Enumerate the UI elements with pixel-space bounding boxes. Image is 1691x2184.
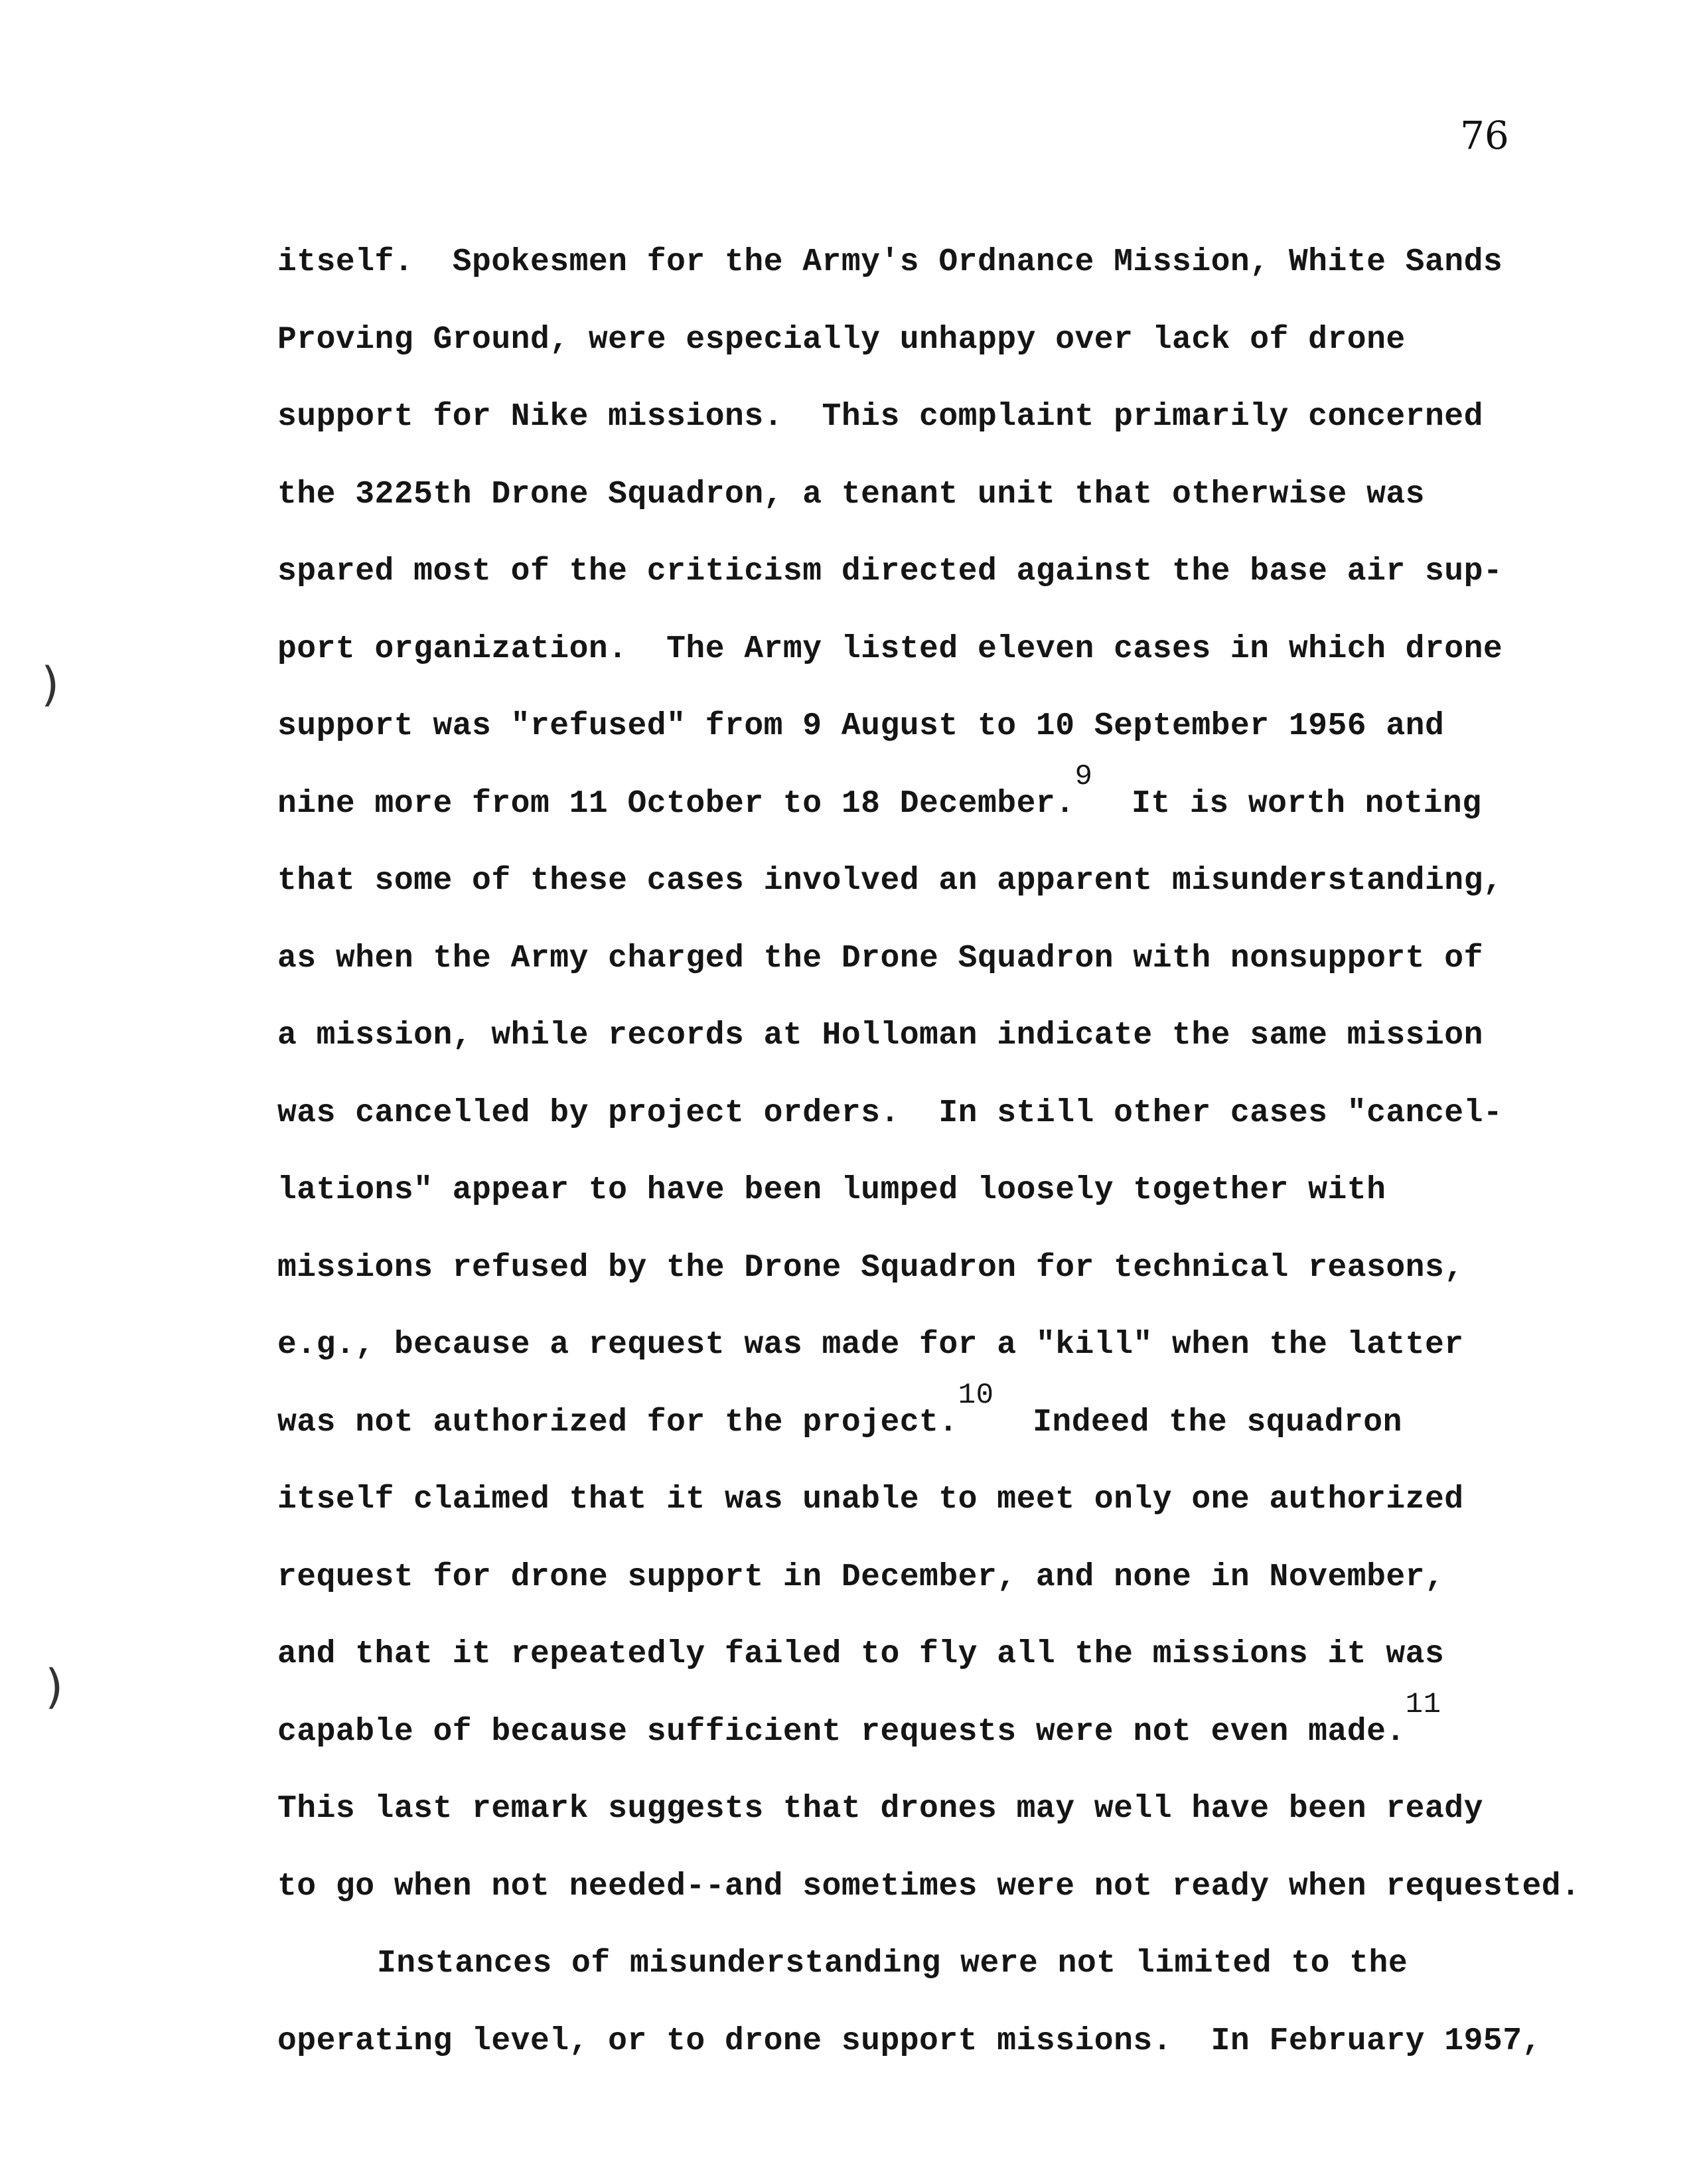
line-text: a mission, while records at Holloman indicate the same mission <box>277 1018 1483 1053</box>
text-line <box>277 1473 1580 1551</box>
margin-mark: ) <box>45 1660 64 1714</box>
text-line <box>277 1087 1580 1164</box>
line-text: to go when not needed--and sometimes were not ready when requested. <box>277 1868 1581 1905</box>
text-line <box>277 1687 1580 1783</box>
text-line <box>277 1937 1580 2015</box>
line-text: capable of because sufficient requests were not even made. <box>277 1713 1406 1750</box>
text-line <box>277 1782 1580 1860</box>
line-text: as when the Army charged the Drone Squadron with nonsupport of <box>277 940 1483 976</box>
text-line <box>277 1241 1580 1319</box>
page-number: 76 <box>1460 113 1509 158</box>
line-text: nine more from 11 October to 18 December. <box>277 785 1075 822</box>
text-line <box>277 1164 1580 1241</box>
text-line <box>277 313 1580 391</box>
text-line <box>277 623 1580 700</box>
line-text: operating level, or to drone support missions. In February 1957, <box>277 2023 1542 2059</box>
text-line <box>277 1860 1580 1938</box>
line-text: was not authorized for the project. <box>277 1404 958 1441</box>
line-text: that some of these cases involved an apparent misunderstanding, <box>277 863 1503 899</box>
footnote-marker: 9 <box>1074 759 1093 793</box>
line-text: was cancelled by project orders. In still other cases "cancel- <box>277 1095 1503 1131</box>
text-line <box>277 854 1580 932</box>
text-line <box>277 468 1580 546</box>
line-text: This last remark suggests that drones may well have been ready <box>277 1791 1483 1827</box>
text-line <box>277 390 1580 468</box>
text-line <box>277 1009 1580 1087</box>
text-line <box>277 545 1580 623</box>
text-line <box>277 1628 1580 1705</box>
line-text: request for drone support in December, and none in November, <box>277 1559 1445 1595</box>
line-text: itself claimed that it was unable to meet only one authorized <box>277 1482 1464 1518</box>
footnote-marker: 11 <box>1405 1687 1441 1721</box>
line-text: support was "refused" from 9 August to 10 September 1956 and <box>277 708 1445 744</box>
margin-mark: ) <box>41 657 60 712</box>
text-line <box>277 1378 1580 1474</box>
line-text: Proving Ground, were especially unhappy over lack of drone <box>277 321 1406 358</box>
document-body <box>277 236 1580 2092</box>
line-text: lations" appear to have been lumped loosely together with <box>277 1172 1386 1208</box>
text-line <box>277 700 1580 777</box>
line-text: e.g., because a request was made for a "kill" when the latter <box>277 1327 1464 1363</box>
line-text: missions refused by the Drone Squadron for technical reasons, <box>277 1249 1464 1286</box>
text-line <box>277 1318 1580 1396</box>
text-line <box>277 932 1580 1010</box>
line-text: support for Nike missions. This complaint primarily concerned <box>277 399 1483 435</box>
text-line <box>277 2015 1580 2092</box>
line-text: spared most of the criticism directed against the base air sup- <box>277 554 1503 589</box>
line-text: and that it repeatedly failed to fly all the missions it was <box>277 1636 1445 1672</box>
text-line <box>277 1551 1580 1628</box>
line-text: Instances of misunderstanding were not limited to the <box>377 1946 1408 1982</box>
line-text: itself. Spokesmen for the Army's Ordnance Mission, White Sands <box>277 244 1503 280</box>
line-text: It is worth noting <box>1092 785 1482 822</box>
text-line <box>277 759 1580 855</box>
text-line <box>277 236 1580 313</box>
footnote-marker: 10 <box>958 1378 994 1412</box>
line-text: Indeed the squadron <box>993 1404 1402 1441</box>
line-text: the 3225th Drone Squadron, a tenant unit that otherwise was <box>277 476 1425 512</box>
line-text: port organization. The Army listed eleven cases in which drone <box>277 631 1503 667</box>
